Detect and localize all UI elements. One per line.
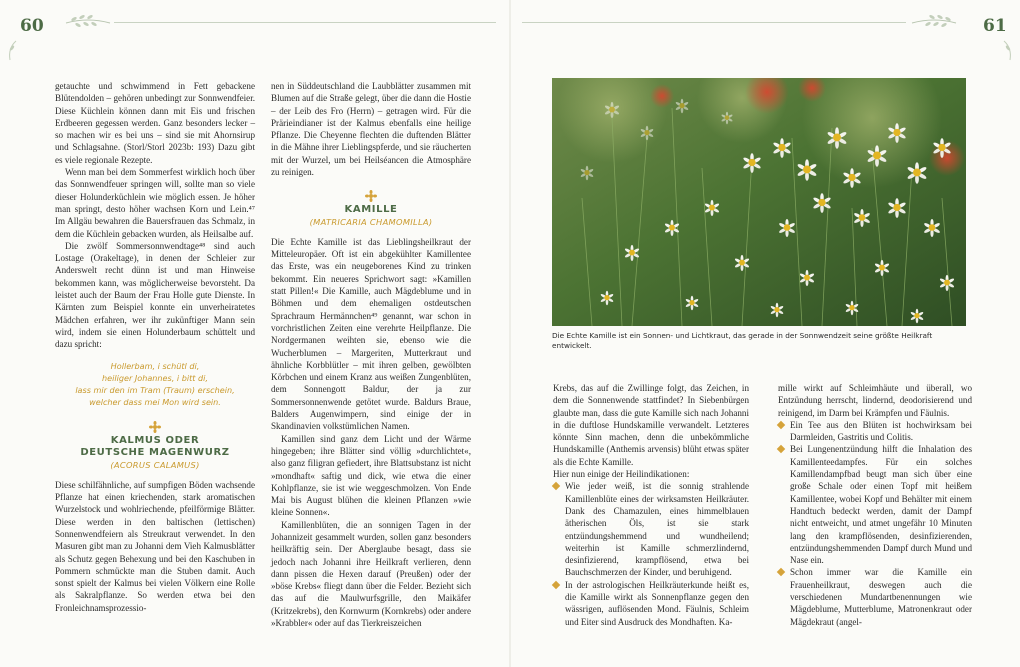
flower-ornament-icon: [147, 421, 163, 433]
text-column-4: [778, 382, 972, 628]
poem-line: welcher dass mei Mon wird sein.: [89, 397, 221, 408]
paragraph: Diese schilfähnliche, auf sumpfigen Böden wachsende Pflanze hat einen kriechenden, stark aromatischen Wurzelstock und wohlriechende, pfeilförmige Blätter. Diese werden in den baltischen (lettischen) Sonnenwendfeiern als Streukraut verwendet. In den Masuren gibt man zu Johanni dem Vieh Kalmusblätter als Schutz gegen Behexung und bei den Kaschuben in Pommern schmückte man die Stuben damit. Auch sonst spielt der Kalmus bei vielen Völkern eine Rolle als Sakralpflanze. So werden etwa bei den Fronleichnamsprozessio-: [55, 479, 255, 613]
sprig-icon: [910, 11, 958, 31]
text-column-2: [271, 80, 471, 629]
diamond-bullet-icon: [777, 421, 785, 429]
poem-line: heiliger Johannes, i bitt di,: [102, 372, 208, 383]
chamomile-photo: [552, 78, 966, 326]
poem-line: Hollerbam, i schütl di,: [110, 360, 200, 371]
list-item: [553, 579, 749, 628]
section-title: KAMILLE: [344, 204, 398, 216]
text-column-1: [55, 80, 255, 614]
list-item-text: Schon immer war die Kamille ein Frauenheilkraut, deswegen auch die verschiedenen Mundartbenennungen wie Mägdeblume, Mutterblume, Matronenkraut oder Mägdekraut (angel-: [790, 567, 972, 627]
list-item-text: Bei Lungenentzündung hilft die Inhalation des Kamillenteedampfes. Für ein solches Kamillendampfbad beugt man sich über eine große Schale oder einen Topf mit heißem Kamillentee, wobei Kopf und Behälter mit einem Handtuch bedeckt werden, damit der Dampf nicht entweicht, und atmet ungefähr 10 Minuten lang den krampflösenden, desinfizierenden, entzündungshemmenden Dampf durch Mund und Nase ein.: [790, 444, 972, 566]
list-item: [553, 480, 749, 578]
diamond-bullet-icon: [552, 581, 560, 589]
list-item-text: In der astrologischen Heilkräuterkunde heißt es, die Kamille wirkt als Sonnenpflanze gegen den wässrigen, auflösenden Mond. Fäulnis, Schleim und Eiter sind Ausdruck des Mondhaften. Ka-: [565, 579, 749, 627]
page-gutter: [509, 0, 511, 667]
leaf-icon: [6, 40, 20, 62]
paragraph: Die Echte Kamille ist das Lieblingsheilkraut der Mitteleuropäer. Oft ist ein abgekühlter Kamillentee das Erste, was ein neugeborenes Kind zu trinken bekommt. Ein neueres Sprichwort sagt: »Kamillen statt Pillen!« Die Kamille, auch Mägdeblume und in Böhmen und dem ehemaligen ostdeutschen Sprachraum Hermännchen⁴⁹ genannt, war schon in vorchristlichen Zeiten eine verehrte Heilpflanze. Die Nordgermanen weihten sie, ebenso wie die Wucherblumen – Margeriten, Mutterkraut und ähnliche Korbblütler – mit ihren gelben, gewölbten Körbchen und einem Kranz aus weißen Zungenblüten, dem Sonnengott Baldur, der ja zur Sommersonnenwende getötet wurde. Baldurs Braue, Balders Augenwimpern, sind einige der in Skandinavien volkstümlichen Namen.: [271, 236, 471, 432]
section-heading-kalmus: [55, 421, 255, 471]
paragraph: Krebs, das auf die Zwillinge folgt, das Zeichen, in dem die Sonnenwende stattfindet? In Siebenbürgen glaubte man, dass die gute Kamille sich nach Johanni in die duftlose Hundskamille verwandelt. Letzteres könnte Sinn machen, denn die unbekömmliche Hundskamille (Anthemis arvensis) blüht etwas später als die Echte Kamille.: [553, 383, 749, 467]
paragraph: mille wirkt auf Schleimhäute und überall, wo Entzündung herrscht, lindernd, deodorisierend und reinigend, im Darm bei Krämpfen und Fäulnis.: [778, 383, 972, 418]
flower-ornament-icon: [363, 190, 379, 202]
sprig-icon: [64, 11, 112, 31]
paragraph: Kamillenblüten, die an sonnigen Tagen in der Johannizeit gesammelt wurden, sollen ganz besonders heilkräftig sein. Der Aberglaube besagt, dass sie jedoch nach Johanni ihre Heilkraft verlieren, denn dann pissen die Hexen darauf (Preußen) oder der »böse Krebs« fliegt dann über die Felder. Bezieht sich das auf die Maulwurfsgrille, den Maikäfer (Kritzekrebs), den Kornwurm (Kornkrebs) oder andere »Krabbler« oder auf das Tierkreiszeichen: [271, 519, 471, 629]
list-item-text: Ein Tee aus den Blüten ist hochwirksam bei Darmleiden, Gastritis und Colitis.: [790, 419, 972, 443]
leaf-icon: [1000, 40, 1014, 62]
section-heading-kamille: [271, 190, 471, 228]
section-title: DEUTSCHE MAGENWURZ: [80, 447, 230, 459]
page-number-right: 61: [983, 16, 1007, 36]
paragraph: getauchte und schwimmend in Fett gebackene Blütendolden – gehören unbedingt zur Sonnwendfeier. Diese Küchlein können dann mit Eis und frischen Erdbeeren gegessen werden. Ganz besonders lecker – so machen wir es bei uns – sind sie mit Ahornsirup und Schlagsahne. (Storl/Storl 2023b: 193) Dazu gibt es viele regionale Rezepte.: [55, 81, 255, 165]
paragraph: nen in Süddeutschland die Laubblätter zusammen mit Blumen auf die Straße gelegt, über die dann die Hostie – der Leib des Fro (Herrn) – getragen wird. Für die Prärieindianer ist der Kalmus ebenfalls eine heilige Pflanze. Die Cheyenne flechten die duftenden Blätter in die Mähne ihrer Lieblingspferde, und sie räucherten mit der Wurzel, um bei Heilséancen die Atmosphäre zu reinigen.: [271, 81, 471, 178]
bullet-list: [778, 419, 972, 628]
header-rule-left: [114, 22, 496, 23]
list-item: [778, 419, 972, 444]
paragraph: Hier nun einige der Heilindikationen:: [553, 469, 690, 480]
paragraph: Die zwölf Sommersonnwendtage⁴⁸ sind auch Lostage (Orakeltage), in denen der Schleier zur Anderswelt recht dünn ist und man Hinweise bekommen kann, was möglicherweise bevorsteht. Da leistet auch der Baum der Frau Holle gute Dienste. In Kärnten zum Beispiel konnte ein unverheiratetes Mädchen erfahren, wer ihr zukünftiger Mann sein wird, indem sie einen Holunderbaum schüttelt und dazu spricht:: [55, 240, 255, 350]
poem: [55, 360, 255, 409]
section-latin-name: (ACORUS CALAMUS): [110, 459, 200, 470]
section-title: KALMUS ODER: [110, 434, 200, 446]
list-item-text: Wie jeder weiß, ist die sonnig strahlende Kamillenblüte eines der wirksamsten Heilkräuter. Dank des Chamazulen, eines himmelblauen ätherischen Öls, ist sie stark entzündungshemmend und wundheilend; weiterhin ist Kamille schmerzlindernd, desinfizierend, krampflösend, etwa bei Bauchschmerzen der Kinder, und beruhigend.: [565, 481, 749, 578]
diamond-bullet-icon: [552, 482, 560, 490]
list-item: [778, 443, 972, 566]
bullet-list: [553, 480, 749, 628]
paragraph: Wenn man bei dem Sommerfest wirklich hoch über das Sonnwendfeuer springen will, sollte man so viele dieser Holunderküchlein wie möglich essen. Je höher man springt, desto höher wachsen Korn und Lein.⁴⁷ Im Allgäu bewahren die Bauersfrauen das Schmalz, in dem die Küchlein gebacken wurden, als Heilsalbe auf.: [55, 167, 255, 239]
poem-line: lass mir den im Tram (Traum) erschein,: [75, 385, 235, 396]
page-number-left: 60: [20, 16, 44, 36]
diamond-bullet-icon: [777, 568, 785, 576]
diamond-bullet-icon: [777, 445, 785, 453]
photo-caption: Die Echte Kamille ist ein Sonnen- und Lichtkraut, das gerade in der Sonnwendzeit seine größte Heilkraft entwickelt.: [552, 331, 933, 350]
paragraph: Kamillen sind ganz dem Licht und der Wärme hingegeben; ihre Blätter sind völlig »durchlichtet«, also ganz filigran gefiedert, ihre Blattsubstanz ist nicht »mondhaft« saftig und dick, wie etwa die einer Kohlpflanze, sie ist wie weggeschmolzen. Von Ende Mai bis August blühen die kleinen Pflanzen »wie kleine Sonnen«.: [271, 433, 471, 518]
header-rule-right: [522, 22, 906, 23]
section-latin-name: (MATRICARIA CHAMOMILLA): [309, 216, 433, 227]
text-column-3: [553, 382, 749, 628]
list-item: [778, 566, 972, 627]
